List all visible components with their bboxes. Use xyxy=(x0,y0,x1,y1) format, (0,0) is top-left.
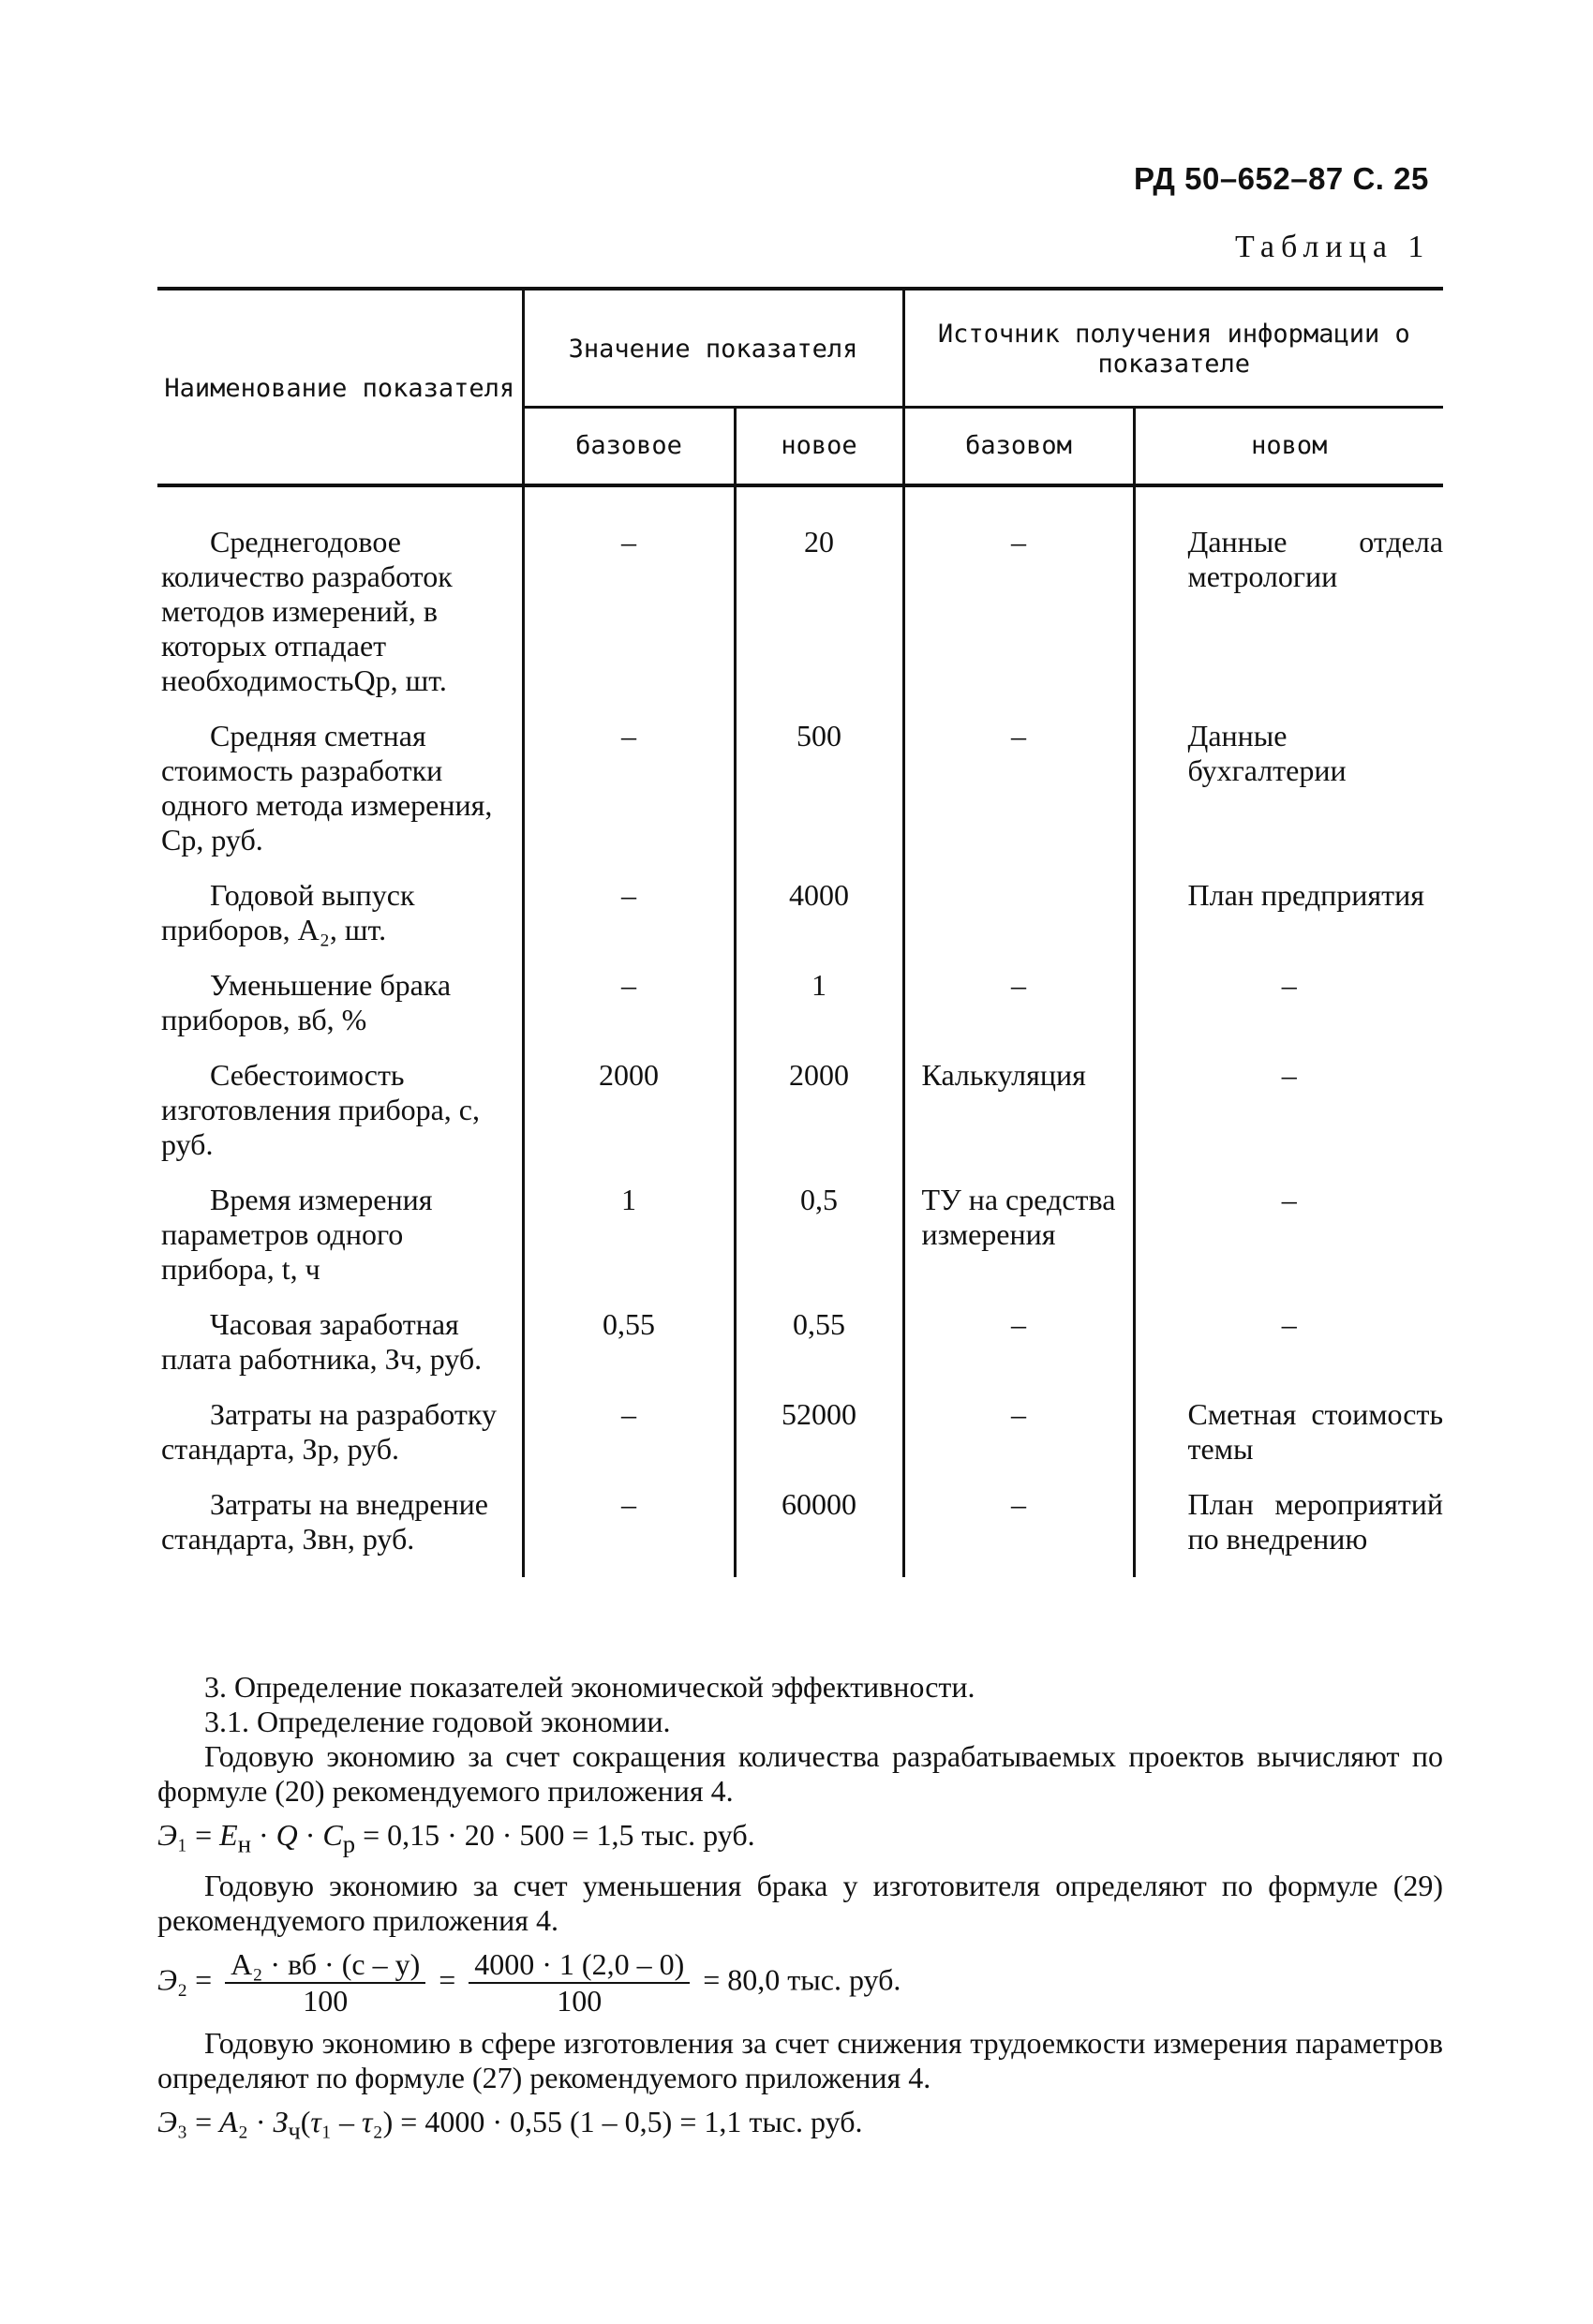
row-new: 1 xyxy=(735,968,903,1058)
row-name: Среднегодовое количество разработок методов измерений, в которых отпадает необходимостьQр, шт. xyxy=(161,525,453,697)
table-row xyxy=(157,1487,1443,1577)
row-new: 52000 xyxy=(735,1397,903,1487)
row-src-new: – xyxy=(1134,968,1443,1058)
row-name: Время измерения параметров одного прибора, t, ч xyxy=(161,1183,433,1286)
row-src-base: – xyxy=(903,1307,1134,1397)
row-base: – xyxy=(523,878,735,968)
paragraph-1: Годовую экономию за счет сокращения количества разрабатываемых проектов вычисляют по формуле (20) рекомендуемого приложения 4. xyxy=(157,1739,1443,1808)
row-new: 60000 xyxy=(735,1487,903,1577)
formula-3: $Э_3 = A_2 \cdot З_ч(\tau_1 - \tau_2) = 4000 \cdot 0,55$ (1 – 0,5) = 1,1 тыс. руб. xyxy=(157,2105,863,2145)
body-text xyxy=(157,1670,1443,2149)
row-src-base xyxy=(903,878,1134,968)
header-value: Значение показателя xyxy=(523,289,903,408)
row-src-new: План предприятия xyxy=(1134,878,1443,968)
row-base: – xyxy=(523,1397,735,1487)
row-base: – xyxy=(523,719,735,878)
table-row xyxy=(157,1183,1443,1307)
row-src-base: ТУ на средства измерения xyxy=(903,1183,1134,1307)
row-base: 0,55 xyxy=(523,1307,735,1397)
table-caption: Таблица 1 xyxy=(1235,230,1431,264)
row-src-base: Калькуляция xyxy=(903,1058,1134,1183)
section-3-heading: 3. Определение показателей экономической эффективности. xyxy=(204,1670,975,1704)
row-name: Затраты на разработку стандарта, Зр, руб. xyxy=(161,1397,497,1466)
table-row xyxy=(157,1058,1443,1183)
row-src-base: – xyxy=(903,485,1134,719)
paragraph-2: Годовую экономию за счет уменьшения брака у изготовителя определяют по формуле (29) рекомендуемого приложения 4. xyxy=(157,1869,1443,1938)
row-name: Уменьшение брака приборов, вб, % xyxy=(161,968,452,1036)
table-row xyxy=(157,1307,1443,1397)
row-src-base: – xyxy=(903,1487,1134,1577)
header-indicator: Наименование показателя xyxy=(157,289,523,485)
row-src-base: – xyxy=(903,968,1134,1058)
subheader-base: базовое xyxy=(523,408,735,486)
formula-2: Э₂ = $\frac{\text{A₂ · вб · (c – y)}}{100}$ = $\frac{4000 \cdot 1 (2,0 - 0)}{100}$ = 80,0 тыс. руб. xyxy=(157,1947,901,2019)
header-source: Источник получения информации о показателе xyxy=(903,289,1443,408)
subheader-src-new: новом xyxy=(1134,408,1443,486)
subheader-src-base: базовом xyxy=(903,408,1134,486)
row-src-new: Данные бухгалтерии xyxy=(1134,719,1443,878)
row-name: Себестоимость изготовления прибора, c, руб. xyxy=(161,1058,480,1161)
formula-1: $Э_1 = E_н \cdot Q \cdot C_р = 0,15 \cdot 20 \cdot 500 = 1,5$ тыс. руб. xyxy=(157,1818,755,1858)
table-row xyxy=(157,968,1443,1058)
row-src-new: – xyxy=(1134,1058,1443,1183)
row-src-new: – xyxy=(1134,1307,1443,1397)
row-new: 0,55 xyxy=(735,1307,903,1397)
indicators-table xyxy=(157,287,1443,1577)
row-name: Годовой выпуск приборов, A₂, шт. xyxy=(161,878,415,946)
row-base: 1 xyxy=(523,1183,735,1307)
row-name: Часовая заработная плата работника, Зч, руб. xyxy=(161,1307,483,1376)
row-base: – xyxy=(523,968,735,1058)
page-header: РД 50–652–87 С. 25 xyxy=(1134,161,1429,196)
row-src-base: – xyxy=(903,1397,1134,1487)
row-new: 0,5 xyxy=(735,1183,903,1307)
row-new: 500 xyxy=(735,719,903,878)
row-new: 2000 xyxy=(735,1058,903,1183)
section-3-1-heading: 3.1. Определение годовой экономии. xyxy=(204,1705,671,1738)
subheader-new: новое xyxy=(735,408,903,486)
row-src-new: Данные отдела метрологии xyxy=(1134,485,1443,719)
table-row xyxy=(157,719,1443,878)
row-src-new: Сметная стоимость темы xyxy=(1134,1397,1443,1487)
table-row xyxy=(157,485,1443,719)
row-base: – xyxy=(523,1487,735,1577)
row-src-base: – xyxy=(903,719,1134,878)
row-new: 4000 xyxy=(735,878,903,968)
row-name: Средняя сметная стоимость разработки одного метода измерения, Cр, руб. xyxy=(161,719,493,857)
row-src-new: – xyxy=(1134,1183,1443,1307)
row-name: Затраты на внедрение стандарта, Звн, руб. xyxy=(161,1487,488,1556)
table-row xyxy=(157,1397,1443,1487)
row-base: 2000 xyxy=(523,1058,735,1183)
table-row xyxy=(157,878,1443,968)
paragraph-3: Годовую экономию в сфере изготовления за счет снижения трудоемкости измерения параметров определяют по формуле (27) рекомендуемого приложения 4. xyxy=(157,2026,1443,2095)
row-new: 20 xyxy=(735,485,903,719)
row-src-new: План мероприятий по внедрению xyxy=(1134,1487,1443,1577)
row-base: – xyxy=(523,485,735,719)
